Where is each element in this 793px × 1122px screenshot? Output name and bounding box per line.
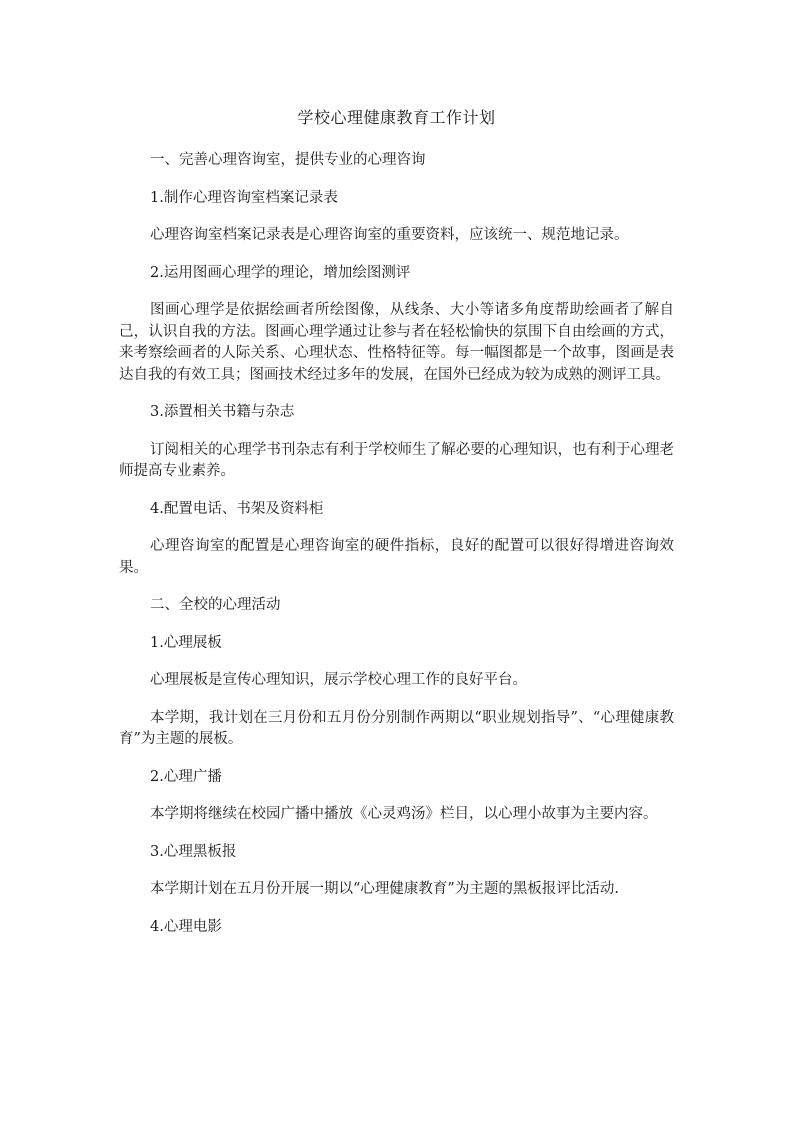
paragraph: 本学期将继续在校园广播中播放《心灵鸡汤》栏目，以心理小故事为主要内容。 bbox=[150, 806, 658, 822]
paragraph: 图画心理学是依据绘画者所绘图像，从线条、大小等诸多角度帮助绘画者了解自己，认识自我的方法。图画心理学通过让参与者在轻松愉快的氛围下自由绘画的方式，来考察绘画者的人际关系、心理状态、性格特征等。每一幅图都是一个故事，图画是表达自我的有效工具；图画技术经过多年的发展，在国外已经成为较为成熟的测评工具。 bbox=[119, 302, 674, 383]
subsection-heading-1-3: 3.添置相关书籍与杂志 bbox=[150, 404, 295, 420]
subsection-heading-2-2: 2.心理广播 bbox=[150, 768, 222, 785]
subsection-heading-2-1: 1.心理展板 bbox=[150, 634, 222, 651]
subsection-heading-2-3: 3.心理黑板报 bbox=[150, 843, 237, 860]
paragraph: 心理展板是宣传心理知识，展示学校心理工作的良好平台。 bbox=[150, 672, 527, 688]
paragraph: 本学期计划在五月份开展一期以“心理健康教育”为主题的黑板报评比活动. bbox=[150, 881, 619, 897]
paragraph: 心理咨询室档案记录表是心理咨询室的重要资料，应该统一、规范地记录。 bbox=[150, 227, 629, 243]
paragraph: 心理咨询室的配置是心理咨询室的硬件指标，良好的配置可以很好得增进咨询效果。 bbox=[119, 538, 674, 576]
section-heading-2: 二、全校的心理活动 bbox=[150, 597, 281, 613]
paragraph: 订阅相关的心理学书刊杂志有利于学校师生了解必要的心理知识，也有利于心理老师提高专业素养。 bbox=[119, 441, 674, 479]
subsection-heading-1-1: 1.制作心理咨询室档案记录表 bbox=[150, 189, 338, 206]
paragraph: 本学期，我计划在三月份和五月份分别制作两期以“职业规划指导”、“心理健康教育”为主题的展板。 bbox=[119, 709, 674, 747]
subsection-heading-2-4: 4.心理电影 bbox=[150, 918, 222, 935]
subsection-heading-1-2: 2.运用图画心理学的理论，增加绘图测评 bbox=[150, 264, 411, 281]
document-body bbox=[119, 96, 674, 954]
section-heading-1: 一、完善心理咨询室，提供专业的心理咨询 bbox=[150, 152, 426, 168]
subsection-heading-1-4: 4.配置电话、书架及资料柜 bbox=[150, 500, 324, 517]
document-title: 学校心理健康教育工作计划 bbox=[297, 108, 496, 127]
